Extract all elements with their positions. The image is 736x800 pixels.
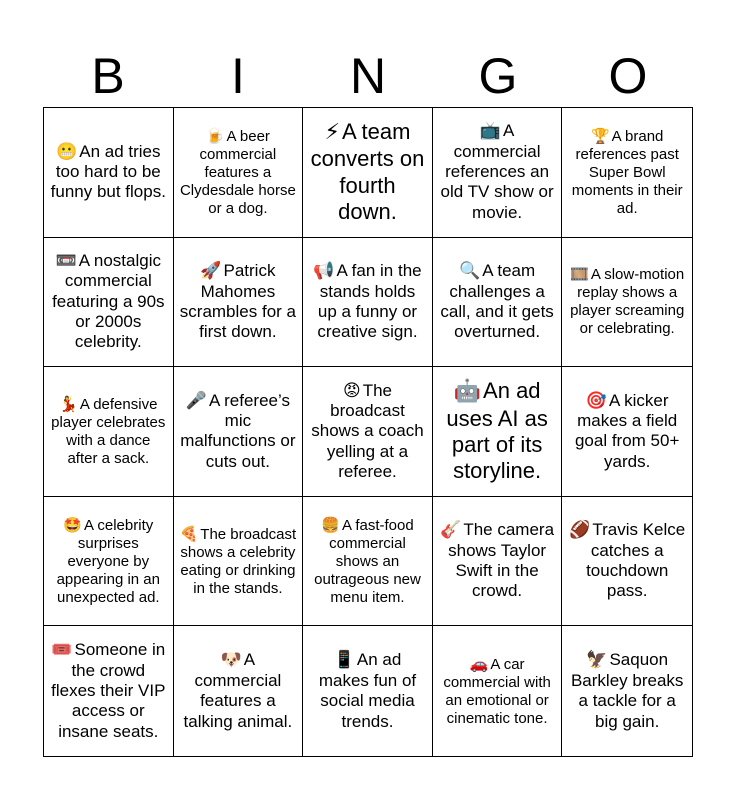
angry-face-icon: 😡 (342, 380, 361, 401)
bingo-cell[interactable] (44, 497, 174, 627)
beer-mug-icon: 🍺 (205, 126, 225, 145)
bingo-cell[interactable] (174, 626, 304, 756)
header-letter-o: O (608, 48, 648, 104)
bingo-cell-text: A slow-motion replay shows a player screaming or celebrating. (570, 266, 685, 338)
bingo-cell-content (309, 381, 426, 483)
target-icon: 🎯 (585, 390, 608, 411)
bingo-cell[interactable] (433, 367, 563, 497)
bingo-cell[interactable] (303, 367, 433, 497)
header-letter-n: N (349, 48, 387, 104)
bingo-cell-content (439, 261, 556, 343)
bingo-cell-text: The broadcast shows a coach yelling at a referee. (311, 380, 424, 482)
bingo-cell-content (439, 378, 556, 485)
bingo-cell-content (439, 655, 556, 728)
bingo-cell-text: A team converts on fourth down. (310, 119, 425, 225)
bingo-cell-content (180, 525, 297, 598)
bingo-cell-content (50, 395, 167, 468)
bingo-cell[interactable] (174, 238, 304, 368)
bingo-cell-text: An ad tries too hard to be funny but flops. (50, 141, 166, 202)
bingo-cell-text: Saquon Barkley breaks a tackle for a big gain. (570, 650, 684, 731)
mobile-phone-icon: 📱 (333, 650, 355, 671)
eagle-icon: 🦅 (586, 650, 608, 671)
rocket-icon: 🚀 (200, 261, 222, 282)
dog-face-icon: 🐶 (220, 650, 242, 671)
bingo-cell-text: A celebrity surprises everyone by appearing in an unexpected ad. (56, 516, 160, 606)
bingo-cell-content (309, 261, 426, 343)
header-letter-i: I (231, 48, 245, 104)
megaphone-icon: 📢 (313, 261, 335, 282)
bingo-cell[interactable] (44, 626, 174, 756)
bingo-cell-text: A brand references past Super Bowl moments in their ad. (571, 127, 683, 217)
bingo-cell[interactable] (303, 238, 433, 368)
bingo-cell-text: A commercial features a talking animal. (183, 650, 293, 731)
bingo-cell-text: Travis Kelce catches a touchdown pass. (586, 520, 686, 601)
bingo-cell[interactable] (174, 108, 304, 238)
star-struck-face-icon: 🤩 (63, 515, 83, 534)
bingo-cell-content (180, 127, 297, 218)
bingo-cell-content (568, 127, 686, 218)
bingo-cell-text: Patrick Mahomes scrambles for a first down. (179, 261, 296, 342)
header-letter-g: G (478, 48, 518, 104)
ticket-icon: 🎟️ (51, 640, 73, 661)
bingo-cell[interactable] (433, 238, 563, 368)
bingo-cell[interactable] (562, 238, 692, 368)
hamburger-icon: 🍔 (321, 515, 340, 534)
bingo-cell-content (309, 119, 426, 226)
bingo-cell[interactable] (433, 497, 563, 627)
bingo-cell-text: A fast-food commercial shows an outrageous new menu item. (314, 516, 421, 606)
bingo-cell[interactable] (303, 108, 433, 238)
lightning-icon: ⚡ (324, 120, 340, 146)
bingo-cell[interactable] (303, 497, 433, 627)
grimacing-face-icon: 😬 (56, 141, 78, 162)
bingo-cell-text: A commercial references an old TV show or movie. (440, 121, 554, 222)
bingo-cell-content (568, 265, 686, 338)
bingo-cell[interactable] (44, 367, 174, 497)
pizza-icon: 🍕 (179, 524, 199, 543)
trophy-icon: 🏆 (590, 126, 610, 145)
magnifying-glass-icon: 🔍 (459, 261, 481, 282)
bingo-cell-text: A beer commercial features a Clydesdale horse or a dog. (179, 127, 296, 217)
film-frames-icon: 🎞️ (570, 265, 589, 284)
bingo-cell-text: An ad uses AI as part of its storyline. (446, 378, 548, 484)
bingo-cell[interactable] (562, 108, 692, 238)
bingo-cell-content (568, 650, 686, 732)
bingo-cell[interactable] (562, 626, 692, 756)
bingo-cell-text: An ad makes fun of social media trends. (318, 650, 417, 731)
bingo-cell-content (50, 251, 167, 353)
bingo-header (43, 44, 693, 108)
bingo-board (43, 107, 693, 757)
football-icon: 🏈 (569, 520, 591, 541)
dancer-icon: 💃 (59, 394, 78, 413)
microphone-icon: 🎤 (185, 390, 207, 411)
bingo-cell-content (309, 516, 426, 607)
bingo-cell-text: A nostalgic commercial featuring a 90s or 2000s celebrity. (52, 250, 165, 352)
bingo-cell[interactable] (44, 238, 174, 368)
bingo-cell[interactable] (44, 108, 174, 238)
bingo-cell[interactable] (303, 626, 433, 756)
bingo-cell[interactable] (562, 497, 692, 627)
bingo-cell[interactable] (562, 367, 692, 497)
bingo-cell-content (50, 640, 167, 742)
bingo-cell-content (180, 391, 297, 473)
bingo-cell-text: A defensive player celebrates with a dance after a sack. (51, 395, 166, 467)
bingo-cell-content (309, 650, 426, 732)
bingo-cell[interactable] (174, 497, 304, 627)
bingo-cell-text: A car commercial with an emotional or cinematic tone. (443, 655, 551, 727)
bingo-cell-content (50, 142, 167, 203)
car-icon: 🚗 (469, 654, 489, 673)
bingo-cell[interactable] (174, 367, 304, 497)
videocassette-icon: 📼 (55, 250, 77, 271)
bingo-cell-content (568, 391, 686, 473)
header-letter-b: B (91, 48, 125, 104)
bingo-cell-text: The broadcast shows a celebrity eating or drinking in the stands. (180, 525, 297, 597)
bingo-cell-text: The camera shows Taylor Swift in the crowd. (448, 520, 555, 601)
guitar-icon: 🎸 (440, 520, 462, 541)
bingo-cell-content (180, 261, 297, 343)
bingo-cell-text: Someone in the crowd flexes their VIP access or insane seats. (51, 640, 166, 741)
bingo-cell-content (568, 520, 686, 602)
bingo-cell-text: A fan in the stands holds up a funny or creative sign. (317, 261, 422, 342)
bingo-cell-text: A referee’s mic malfunctions or cuts out. (180, 390, 296, 471)
bingo-cell[interactable] (433, 626, 563, 756)
bingo-cell-content (439, 520, 556, 602)
bingo-cell-content (439, 121, 556, 223)
bingo-cell-text: A team challenges a call, and it gets overturned. (440, 261, 554, 342)
television-icon: 📺 (479, 121, 501, 142)
bingo-cell-content (50, 516, 167, 607)
bingo-cell-text: A kicker makes a field goal from 50+ yards. (574, 390, 680, 471)
robot-icon: 🤖 (453, 379, 482, 405)
bingo-cell-content (180, 650, 297, 732)
bingo-cell[interactable] (433, 108, 563, 238)
